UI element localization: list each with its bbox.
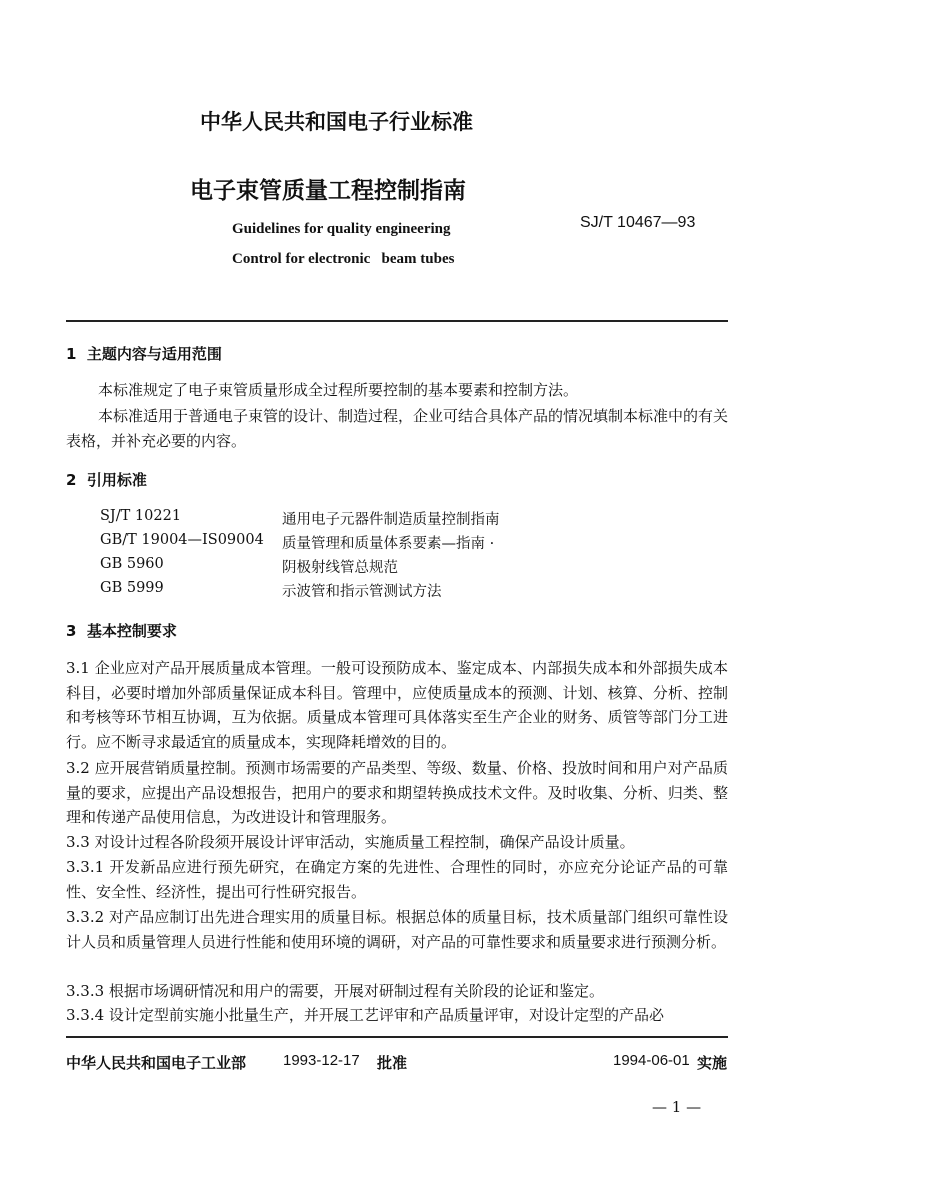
org-title: 中华人民共和国电子行业标准 <box>200 110 473 134</box>
approver: 中华人民共和国电子工业部 <box>66 1054 247 1072</box>
approve-label: 批准 <box>377 1054 408 1072</box>
clause-3-3-2: 3.3.2 对产品应制订出先进合理实用的质量目标。根据总体的质量目标，技术质量部门组织可靠性设计人员和质量管理人员进行性能和使用环境的调研，对产品的可靠性要求和质量要求进行预测分析。 <box>66 908 728 951</box>
ref-title: 阴极射线管总规范 <box>282 560 398 576</box>
ref-title: 通用电子元器件制造质量控制指南 <box>282 512 500 528</box>
ref-code: GB 5960 <box>100 556 164 572</box>
ref-title: 质量管理和质量体系要素—指南 · <box>282 536 495 552</box>
section-1-heading: 1 主题内容与适用范围 <box>66 345 222 363</box>
header-divider <box>66 320 728 322</box>
effective-label: 实施 <box>697 1054 728 1072</box>
section-3-heading: 3 基本控制要求 <box>66 622 177 640</box>
approve-date: 1993-12-17 <box>283 1052 360 1069</box>
section-1-paragraph-1: 本标准规定了电子束管质量形成全过程所要控制的基本要素和控制方法。 <box>98 381 579 399</box>
ref-code: GB 5999 <box>100 580 164 596</box>
ref-code: GB/T 19004—IS09004 <box>100 532 264 548</box>
clause-3-3: 3.3 对设计过程各阶段须开展设计评审活动，实施质量工程控制，确保产品设计质量。 <box>66 833 635 851</box>
english-title-line1: Guidelines for quality engineering <box>232 221 451 237</box>
clause-3-3-1: 3.3.1 开发新品应进行预先研究，在确定方案的先进性、合理性的同时，亦应充分论证产品的可靠性、安全性、经济性，提出可行性研究报告。 <box>66 858 728 901</box>
section-2-heading: 2 引用标准 <box>66 471 147 489</box>
clause-3-3-4: 3.3.4 设计定型前实施小批量生产，并开展工艺评审和产品质量评审，对设计定型的产品必 <box>66 1006 664 1024</box>
ref-title: 示波管和指示管测试方法 <box>282 584 442 600</box>
footer-divider <box>66 1036 728 1038</box>
doc-title: 电子束管质量工程控制指南 <box>190 178 466 204</box>
page-number: — 1 — <box>652 1098 702 1116</box>
clause-3-3-3: 3.3.3 根据市场调研情况和用户的需要，开展对研制过程有关阶段的论证和鉴定。 <box>66 982 604 1000</box>
clause-3-1: 3.1 企业应对产品开展质量成本管理。一般可设预防成本、鉴定成本、内部损失成本和外部损失成本科目，必要时增加外部质量保证成本科目。管理中，应使质量成本的预测、计划、核算、分析、控制和考核等环节相互协调，互为依据。质量成本管理可具体落实至生产企业的财务、质管等部门分工进行。应不断寻求最适宜的质量成本，实现降耗增效的目的。 <box>66 659 728 751</box>
effective-date: 1994-06-01 <box>613 1052 690 1069</box>
section-1-paragraph-2: 本标准适用于普通电子束管的设计、制造过程，企业可结合具体产品的情况填制本标准中的有关表格，并补充必要的内容。 <box>66 407 729 450</box>
clause-3-2: 3.2 应开展营销质量控制。预测市场需要的产品类型、等级、数量、价格、投放时间和用户对产品质量的要求，应提出产品设想报告，把用户的要求和期望转换成技术文件。及时收集、分析、归类、整理和传递产品使用信息，为改进设计和管理服务。 <box>66 759 728 826</box>
english-title-line2: Control for electronic beam tubes <box>232 251 455 267</box>
standard-number: SJ/T 10467—93 <box>580 214 696 231</box>
ref-code: SJ/T 10221 <box>100 508 182 524</box>
